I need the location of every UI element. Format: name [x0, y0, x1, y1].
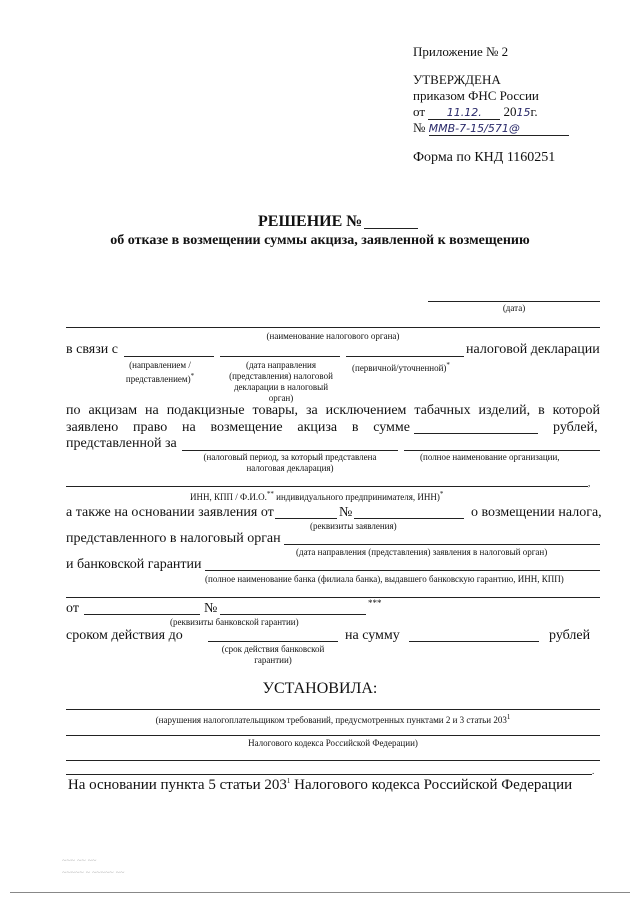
submitted-to-label: представленного в налоговый орган: [66, 531, 281, 546]
guarantee-stars: ***: [368, 598, 382, 608]
direction-caption: (направлением /представлением)*: [125, 360, 195, 384]
guarantee-amount-line: [409, 641, 539, 642]
appendix-number: Приложение № 2: [413, 44, 509, 59]
bank-name-caption: (полное наименование банка (филиала банка), выдавшего банковскую гарантию, ИНН, КПП): [205, 574, 564, 584]
inn-caption: ИНН, КПП / Ф.И.О.** индивидуального предпринимателя, ИНН)*: [190, 490, 444, 502]
validity-caption: (срок действия банковской гарантии): [221, 644, 325, 665]
decision-title: РЕШЕНИЕ №: [258, 213, 363, 230]
extra-line-2: [66, 774, 592, 775]
application-number-line: [354, 518, 464, 519]
in-connection-label: в связи с: [66, 342, 118, 357]
application-date-line: [275, 518, 337, 519]
validity-line: [208, 641, 338, 642]
org-name-line: [404, 450, 600, 451]
direction-date-line: [220, 356, 340, 357]
faint-stamp-line1: ~~~ ~~ ~~: [62, 856, 97, 865]
order-date: от 11.12. 2015г.: [413, 104, 538, 119]
application-no-label: №: [339, 505, 353, 520]
decision-number-line: [364, 228, 418, 229]
extra-line-period: .: [592, 766, 595, 776]
handwritten-year: 15: [516, 106, 531, 119]
guarantee-no-label: №: [204, 601, 218, 616]
order-label: приказом ФНС России: [413, 88, 539, 103]
tax-code-caption: Налогового кодекса Российской Федерации): [248, 738, 418, 748]
guarantee-from-label: от: [66, 601, 79, 616]
para-excise-line1: по акцизам на подакцизные товары, за исключением табачных изделий, в которой: [66, 403, 600, 418]
inn-line-comma: ,: [588, 478, 591, 488]
bank-guarantee-label: и банковской гарантии: [66, 557, 202, 572]
tax-code-line: [66, 735, 600, 736]
handwritten-order-number: ММВ-7-15/571@: [429, 122, 569, 136]
violations-caption: (нарушения налогоплательщиком требований, предусмотренных пунктами 2 и 3 статьи $203^1$: [155, 713, 511, 725]
on-refund-label: о возмещении налога,: [471, 505, 602, 520]
primary-line: [346, 356, 464, 357]
form-code: Форма по КНД 1160251: [413, 150, 556, 165]
direction-line: [124, 356, 214, 357]
violations-line: [66, 709, 600, 710]
tax-period-caption: (налоговый период, за который представлена налоговая декларация): [203, 452, 377, 473]
guarantee-number-line: [220, 614, 366, 615]
decision-subtitle: об отказе в возмещении суммы акциза, заявленной к возмещению: [110, 233, 530, 248]
application-caption: (реквизиты заявления): [310, 521, 397, 531]
direction-date-caption: (дата направления (представления) налоговой декларации в налоговый орган): [229, 360, 333, 403]
declaration-label: налоговой декларации: [466, 342, 600, 357]
bank-extra-line: [66, 597, 600, 598]
date-caption: (дата): [502, 303, 526, 313]
guarantee-amount-label: на сумму: [345, 628, 400, 643]
tax-authority-line: [66, 327, 600, 328]
date-line: [428, 301, 600, 302]
rubles-label: рублей,: [553, 420, 598, 435]
guarantee-caption: (реквизиты банковской гарантии): [170, 617, 299, 627]
footer-rule: [10, 892, 630, 893]
guarantee-rubles-label: рублей: [549, 628, 591, 643]
para-excise-line2: заявлено право на возмещение акциза в сумме: [66, 420, 410, 435]
extra-line-1: [66, 760, 600, 761]
application-submission-line: [284, 544, 600, 545]
primary-caption: (первичной/уточненной)*: [352, 361, 450, 373]
approved-label: УТВЕРЖДЕНА: [413, 72, 501, 87]
handwritten-date: 11.12.: [428, 106, 500, 120]
submitted-for-label: представленной за: [66, 436, 177, 451]
established-heading: УСТАНОВИЛА:: [262, 680, 378, 697]
tax-period-line: [182, 450, 398, 451]
validity-label: сроком действия до: [66, 628, 183, 643]
basis-statement: На основании пункта 5 статьи $203^1$ Налогового кодекса Российской Федерации: [67, 777, 573, 793]
faint-stamp-line2: ~~~~~ ~ ~~~~~ ~~: [62, 868, 125, 877]
guarantee-date-line: [84, 614, 200, 615]
bank-name-line: [205, 570, 600, 571]
also-based-label: а также на основании заявления от: [66, 505, 274, 520]
inn-line: [66, 486, 588, 487]
org-name-caption: (полное наименование организации,: [420, 452, 560, 462]
amount-line: [414, 433, 538, 434]
application-submission-caption: (дата направления (представления) заявления в налоговый орган): [296, 547, 548, 557]
tax-authority-caption: (наименование налогового органа): [266, 331, 400, 341]
order-number: № ММВ-7-15/571@: [413, 120, 569, 136]
